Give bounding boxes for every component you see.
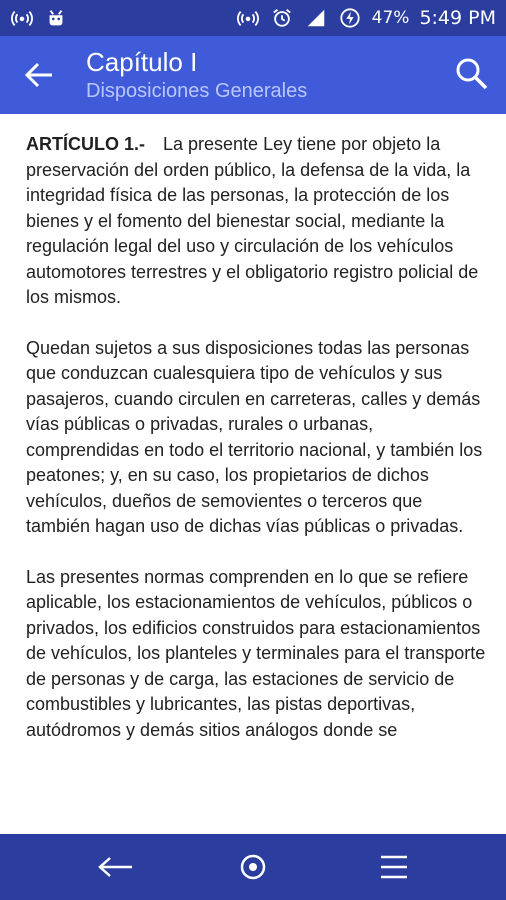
- menu-nav-icon: [377, 853, 411, 881]
- back-button[interactable]: [22, 60, 56, 90]
- title-block: [86, 46, 307, 104]
- status-left-icons: [10, 6, 68, 30]
- android-debug-icon: [44, 6, 68, 30]
- search-button[interactable]: [454, 56, 490, 92]
- nav-home-button[interactable]: [233, 849, 273, 885]
- page-subtitle: Disposiciones Generales: [86, 80, 308, 102]
- article-paragraph: [26, 132, 486, 311]
- home-nav-icon: [238, 852, 268, 882]
- signal-icon: [304, 6, 328, 30]
- battery-charging-icon: [338, 6, 362, 30]
- back-nav-icon: [97, 854, 135, 880]
- article-heading: ARTÍCULO 1.-: [26, 134, 145, 154]
- battery-percent: 47%: [371, 8, 410, 28]
- nav-menu-button[interactable]: [374, 849, 414, 885]
- navigation-bar: [0, 834, 506, 900]
- paragraph-text: La presente Ley tiene por objeto la preservación del orden público, la defensa de la vida, la integridad física de las personas, la protección de los bienes y el fomento del bienestar social, mediante la regulación legal del uso y circulación de los vehículos automotores terrestres y el obligatorio registro policial de los mismos.: [26, 134, 479, 307]
- article-paragraph: Las presentes normas comprenden en lo que se refiere aplicable, los estacionamientos de vehículos, públicos o privados, los edificios construidos para estacionamientos de vehículos, los planteles y terminales para el transporte de personas y de carga, las estaciones de servicio de combustibles y lubricantes, las pistas deportivas, autódromos y demás sitios análogos donde se: [26, 566, 486, 740]
- arrow-left-icon: [22, 60, 56, 90]
- status-bar: [0, 0, 506, 36]
- alarm-icon: [270, 6, 294, 30]
- content-fade: [0, 802, 506, 834]
- clock: 5:49 PM: [419, 7, 496, 29]
- article-paragraph: Quedan sujetos a sus disposiciones todas las personas que conduzcan cualesquiera tipo de vehículos y sus pasajeros, cuando circulen en carreteras, calles y demás vías públicas o privadas, rurales o urbanas, comprendidas en todo el territorio nacional, y también los peatones; y, en su caso, los propietarios de dichos vehículos, dueños de semovientes o terceros que también hagan uso de dichas vías públicas o privadas.: [26, 337, 483, 536]
- app-bar: [0, 36, 506, 114]
- hotspot-icon: [236, 6, 260, 30]
- nav-back-button[interactable]: [96, 849, 136, 885]
- page-title: Capítulo I: [86, 47, 198, 77]
- hotspot-icon: [10, 6, 34, 30]
- article-content: [26, 132, 486, 768]
- status-right: [236, 6, 496, 30]
- search-icon: [454, 56, 490, 92]
